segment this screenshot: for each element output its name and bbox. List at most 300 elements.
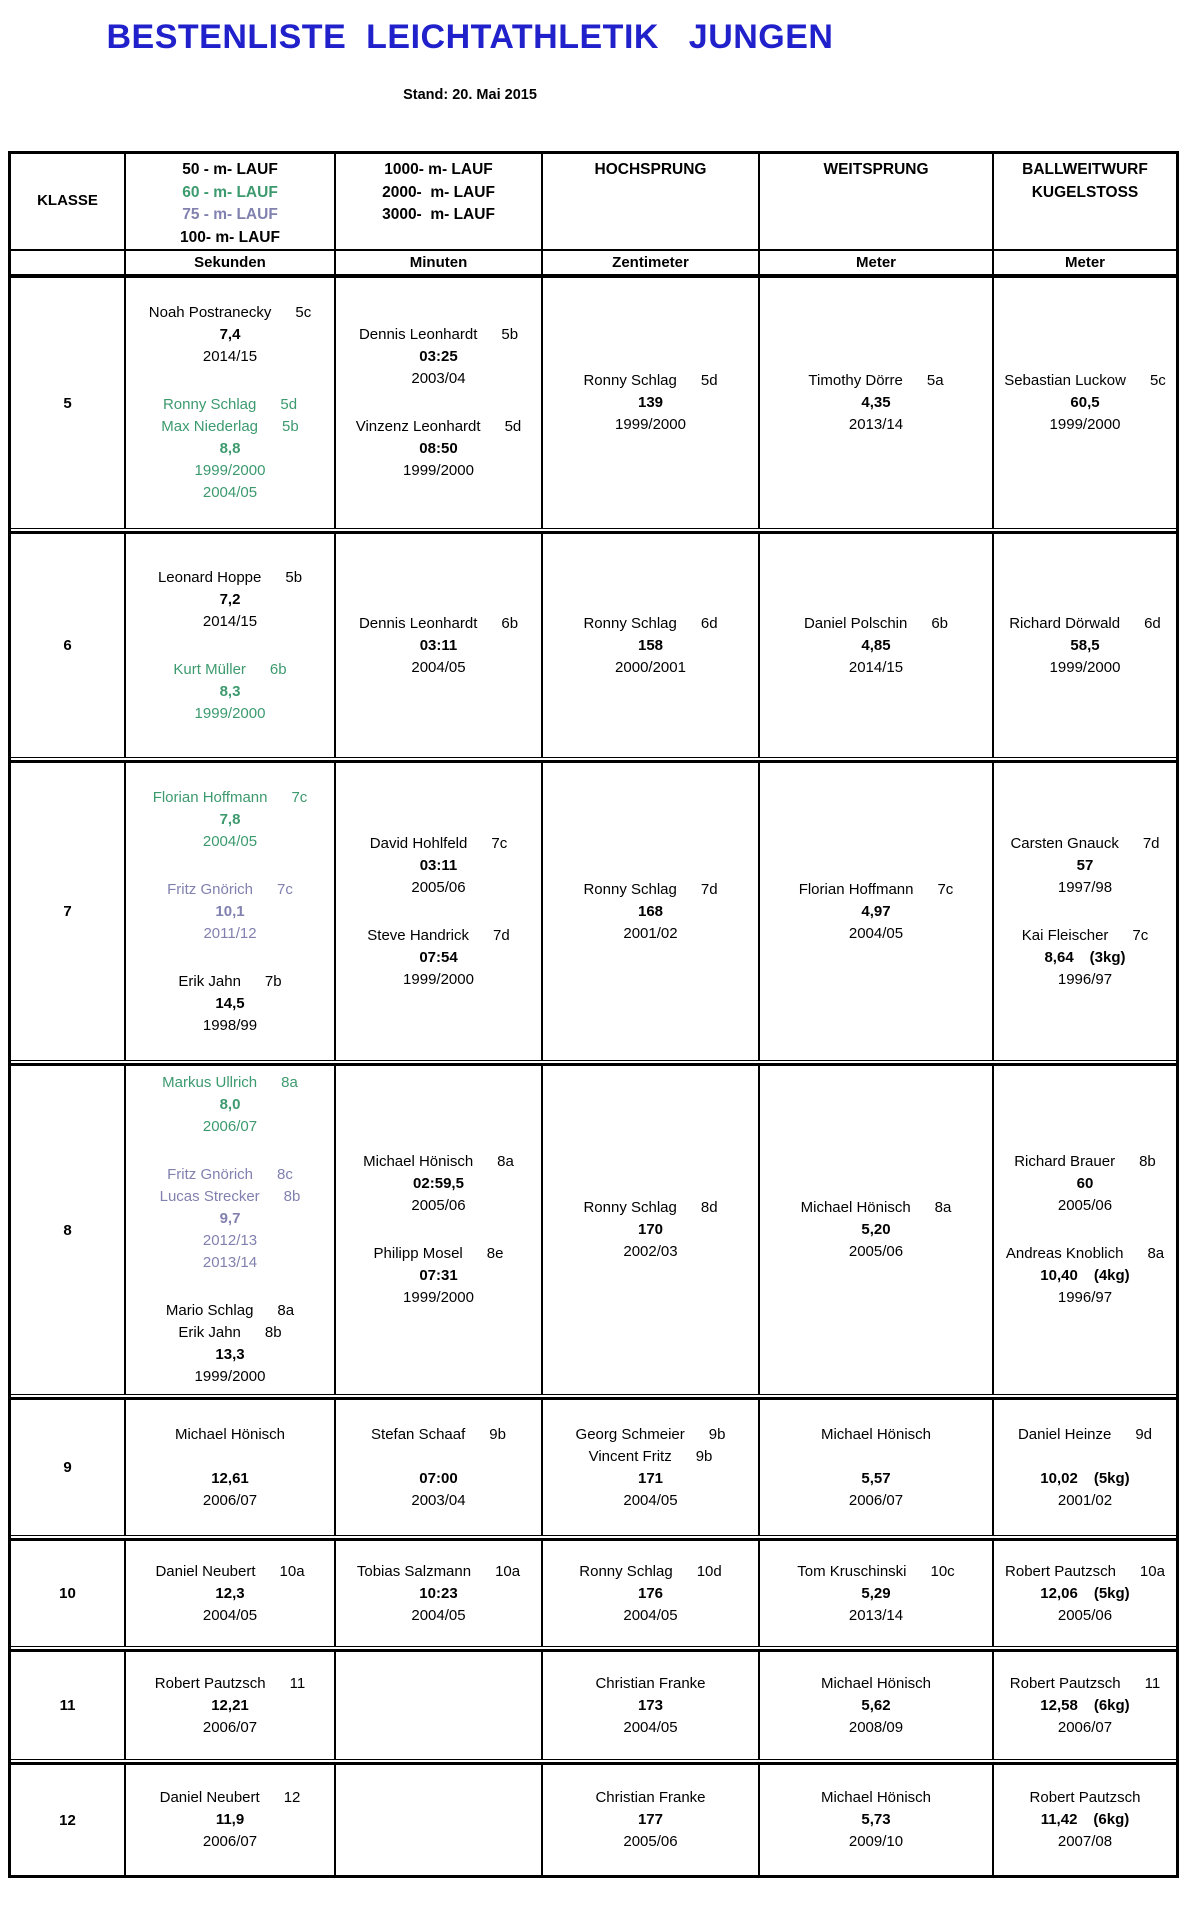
cell-lauf-lang [334,278,541,528]
athlete-line [167,879,293,901]
value-number: 170 [637,1221,664,1238]
klasse-cell: 8 [63,1221,72,1239]
athlete-name: Ronny Schlag [583,614,677,632]
season-year: 2006/07 [848,1491,904,1509]
record-value [215,1583,244,1605]
class-code: 7c [1132,926,1149,944]
record-entry [595,1787,705,1853]
value-number: 5,57 [861,1469,891,1487]
event-header-line: 60 - m- LAUF [182,183,278,201]
athlete-name: Florian Hoffmann [798,880,914,898]
record-entry [804,613,948,679]
athlete-name: Robert Pautzsch [1005,1562,1116,1580]
season-year: 2014/15 [202,612,258,630]
athlete-line [363,1151,514,1173]
athlete-name: Daniel Neubert [159,1789,260,1806]
athlete-line [178,971,281,993]
value-number: 139 [637,394,664,411]
record-entry [173,659,286,725]
season-year: 1999/2000 [1049,416,1121,433]
cell-lauf-kurz [124,534,334,757]
athlete-line [153,787,308,809]
value-number: 07:00 [419,1469,458,1487]
record-entry [821,1673,931,1739]
record-value [215,993,244,1015]
value-number: 08:50 [419,440,458,457]
athlete-line [1010,1673,1160,1695]
athlete-name: Daniel Neubert [155,1562,256,1580]
athlete-name: Michael Hönisch [820,1425,932,1443]
heading-block [0,18,940,103]
event-header-line: WEITSPRUNG [823,161,929,178]
cell-lauf-kurz [124,1652,334,1759]
athlete-line [370,833,507,855]
class-code: 7d [1142,834,1160,852]
athlete-name: Kai Fleischer [1021,926,1109,944]
record-value [861,392,890,414]
value-number: 12,21 [211,1696,249,1714]
value-number: 10,40 [1040,1267,1078,1284]
season-year: 2004/05 [623,1491,678,1509]
athlete-name: Tobias Salzmann [356,1562,472,1580]
cell-hochsprung [541,1652,758,1759]
athlete-name: Fritz Gnörich [167,880,253,898]
event-header-lauf-lang [334,154,541,249]
class-code: 5b [501,326,519,343]
weight-note: (6kg) [1093,1811,1130,1828]
season-year: 2006/07 [1057,1718,1113,1736]
record-value [861,1219,890,1241]
athlete-line [804,613,948,635]
table-row-klasse-7 [11,760,1176,1061]
record-entry [1006,1243,1164,1309]
record-entry [359,324,518,390]
klasse-cell: 7 [63,903,72,920]
value-number: 02:59,5 [413,1175,464,1192]
cell-weitsprung [758,763,992,1060]
cell-ballweitwurf-kugelstoss [992,278,1176,528]
season-year: 2005/06 [1057,1606,1113,1624]
athlete-name: Georg Schmeier [575,1425,685,1443]
cell-ballweitwurf-kugelstoss [992,763,1176,1060]
season-year: 1998/99 [202,1016,258,1034]
value-number: 8,0 [219,1096,241,1113]
class-code: 10a [279,1562,305,1580]
athlete-name: Daniel Heinze [1017,1425,1112,1443]
klasse-cell: 9 [63,1459,72,1476]
record-entry [149,302,311,368]
class-code: 7d [493,926,510,944]
record-entry [166,1300,294,1388]
value-number: 10,02 [1040,1469,1078,1487]
cell-hochsprung [541,534,758,757]
record-entry [583,1197,717,1263]
class-code: 9b [708,1425,726,1443]
event-header-lauf-kurz [124,154,334,249]
season-year: 2003/04 [411,370,466,387]
season-year: 2000/2001 [615,658,686,676]
class-code: 5b [282,418,299,435]
athlete-line [1022,925,1149,947]
athlete-line [178,1322,281,1344]
season-year: 2006/07 [202,1718,258,1736]
season-year: 1999/2000 [194,1368,266,1385]
athlete-name: Robert Pautzsch [1009,1674,1121,1692]
athlete-line [175,1424,285,1446]
record-value [215,901,244,923]
record-value [1070,392,1099,414]
class-code: 8d [700,1199,718,1216]
cell-hochsprung [541,1400,758,1535]
class-code: 8b [283,1188,301,1205]
athlete-name: Vincent Fritz [588,1447,672,1465]
value-number: 58,5 [1070,636,1100,654]
class-code: 5c [295,304,312,321]
athlete-name: Florian Hoffmann [152,788,268,806]
athlete-line [801,1197,952,1219]
athlete-line [1030,1787,1141,1809]
class-code: 9b [695,1447,713,1465]
class-code: 9d [1135,1425,1153,1443]
record-entry [160,1164,301,1274]
value-number: 176 [637,1584,664,1602]
season-year: 1999/2000 [1049,658,1121,676]
cell-lauf-lang [334,1765,541,1875]
athlete-name: Leonard Hoppe [157,568,262,586]
athlete-name: Markus Ullrich [162,1074,258,1091]
record-value [215,1344,244,1366]
season-year: 2004/05 [202,484,258,501]
value-number: 03:11 [419,636,458,654]
record-entry [363,1151,514,1217]
season-year: 2004/05 [411,658,466,676]
weight-note: (4kg) [1093,1267,1130,1284]
athlete-line [1010,833,1159,855]
season-year: 2001/02 [623,924,678,942]
value-number: 10:23 [419,1584,458,1602]
record-value [211,1468,249,1490]
value-number: 171 [637,1469,664,1487]
class-code: 8c [277,1166,293,1183]
class-code: 7c [491,834,508,852]
unit-header-row [11,249,1176,278]
class-code: 6b [269,660,287,678]
season-year: 1996/97 [1057,970,1113,988]
athlete-name: Andreas Knoblich [1005,1245,1124,1262]
unit-header-hochsprung: Zentimeter [541,251,758,274]
value-number: 177 [637,1811,663,1828]
athlete-line [166,1300,294,1322]
athlete-name: Richard Dörwald [1009,614,1121,632]
record-entry [155,1561,304,1627]
record-value [638,1219,663,1241]
table-row-klasse-12 [11,1762,1176,1875]
value-number: 5,20 [861,1221,891,1238]
athlete-name: Philipp Mosel [373,1245,463,1262]
class-code: 10a [495,1562,521,1580]
record-entry [1018,1424,1152,1512]
athlete-line [1005,1561,1165,1583]
season-year: 2011/12 [203,924,257,942]
athlete-name: Erik Jahn [178,972,241,990]
season-year: 2004/05 [848,924,904,942]
record-entry [801,1197,952,1263]
athlete-name: Christian Franke [595,1674,706,1692]
record-entry [374,1243,504,1309]
record-entry [576,1424,726,1512]
value-number: 8,64 [1044,948,1074,966]
class-code: 6d [1144,614,1161,632]
class-code: 5b [285,568,303,586]
class-code: 5d [700,372,718,389]
class-code: 8a [497,1153,514,1170]
class-code: 7c [277,880,293,898]
athlete-line [367,925,509,947]
cell-ballweitwurf-kugelstoss [992,1400,1176,1535]
klasse-cell: 11 [59,1697,76,1714]
cell-lauf-kurz [124,1400,334,1535]
season-year: 1999/2000 [194,704,266,722]
value-number: 07:31 [419,1267,458,1284]
athlete-name: Noah Postranecky [148,304,272,321]
record-value [638,1583,663,1605]
record-entry [821,1424,931,1512]
class-code: 7d [700,880,718,898]
athlete-line [161,416,298,438]
value-number: 5,62 [861,1696,891,1714]
athlete-line [160,1787,301,1809]
record-value [211,1695,249,1717]
athlete-name: Max Niederlag [161,418,259,435]
athlete-name: Sebastian Luckow [1004,372,1126,389]
season-year: 2006/07 [202,1491,258,1509]
record-value [638,1809,663,1831]
record-value [220,438,241,460]
record-entry [583,613,717,679]
table-row-klasse-10 [11,1538,1176,1647]
klasse-header: KLASSE [37,192,98,210]
cell-weitsprung [758,1400,992,1535]
athlete-line [595,1787,705,1809]
record-entry [167,879,293,945]
value-number: 8,3 [219,682,241,700]
class-code: 7b [264,972,282,990]
record-value [1070,635,1099,657]
season-year: 2004/05 [411,1606,466,1624]
athlete-name: Ronny Schlag [579,1562,673,1580]
cell-lauf-kurz [124,1765,334,1875]
record-entry [357,1561,520,1627]
athlete-name: Dennis Leonhardt [358,614,478,632]
season-year: 1999/2000 [194,462,266,479]
value-number: 7,4 [219,326,241,343]
season-year: 2002/03 [623,1243,678,1260]
cell-lauf-lang [334,763,541,1060]
value-number: 8,8 [219,440,241,457]
athlete-line [589,1446,713,1468]
unit-header-empty [11,251,124,274]
class-code: 10a [1139,1562,1165,1580]
record-value [419,1468,457,1490]
athlete-line [579,1561,721,1583]
athlete-name: Ronny Schlag [583,880,677,898]
athlete-name: David Hohlfeld [369,834,468,852]
cell-ballweitwurf-kugelstoss [992,534,1176,757]
cell-lauf-lang [334,1541,541,1646]
class-code: 8a [281,1074,298,1091]
value-number: 158 [637,636,664,654]
class-code: 8a [934,1199,952,1216]
class-code: 8a [277,1302,295,1319]
cell-weitsprung [758,1066,992,1394]
record-value [419,947,457,969]
athlete-name: Ronny Schlag [583,372,677,389]
event-header-line: 75 - m- LAUF [182,206,278,223]
athlete-name: Erik Jahn [178,1324,241,1341]
class-code: 10d [696,1562,722,1580]
season-year: 2014/15 [202,348,258,365]
athlete-name: Tom Kruschinski [797,1562,907,1580]
class-code: 11 [1144,1674,1161,1692]
class-code: 5c [1149,372,1166,389]
cell-weitsprung [758,1541,992,1646]
cell-hochsprung [541,763,758,1060]
class-code: 5d [280,396,298,413]
table-row-klasse-9 [11,1397,1176,1536]
record-entry [1014,1151,1156,1217]
event-header-ballweitwurf-kugelstoss [992,154,1176,249]
season-year: 2005/06 [1057,1197,1113,1214]
athlete-line [583,1197,717,1219]
season-year: 2013/14 [848,416,904,433]
record-value [1040,1583,1129,1605]
value-number: 03:25 [419,348,458,365]
cell-weitsprung [758,534,992,757]
record-value [420,635,458,657]
record-entry [1005,1561,1165,1627]
cell-weitsprung [758,1765,992,1875]
season-year: 1997/98 [1057,878,1113,896]
event-header-line: 100- m- LAUF [180,228,280,246]
weight-note: (6kg) [1093,1696,1130,1714]
table-header-row [11,154,1176,249]
record-entry [808,370,943,436]
cell-lauf-kurz [124,278,334,528]
record-entry [821,1787,931,1853]
value-number: 60,5 [1070,394,1100,411]
cell-ballweitwurf-kugelstoss [992,1652,1176,1759]
athlete-line [359,324,518,346]
table-row-klasse-8 [11,1063,1176,1395]
athlete-name: Ronny Schlag [162,396,257,413]
athlete-name: Carsten Gnauck [1010,834,1119,852]
record-value [419,1265,457,1287]
record-entry [1004,370,1166,436]
cell-hochsprung [541,1066,758,1394]
record-value [1041,1809,1130,1831]
record-value [1044,947,1125,969]
record-entry [153,787,308,853]
season-year: 2009/10 [848,1833,904,1850]
season-year: 2001/02 [1057,1491,1113,1509]
cell-lauf-lang [334,534,541,757]
class-code: 10c [930,1562,955,1580]
unit-header-lauf-kurz: Sekunden [124,251,334,274]
value-number: 12,06 [1040,1584,1078,1602]
athlete-line [808,370,943,392]
value-number: 11,42 [1040,1811,1078,1828]
record-value [1077,1173,1094,1195]
season-year: 1999/2000 [615,416,686,433]
season-year: 2012/13 [202,1232,258,1249]
value-number: 12,3 [215,1584,245,1602]
cell-ballweitwurf-kugelstoss [992,1541,1176,1646]
cell-lauf-kurz [124,1541,334,1646]
cell-lauf-kurz [124,763,334,1060]
record-value [419,438,457,460]
cell-weitsprung [758,278,992,528]
record-value [220,1208,241,1230]
value-number: 7,8 [219,810,241,828]
table-row-klasse-6 [11,531,1176,758]
record-entry [367,925,509,991]
date-line: Stand: 20. Mai 2015 [403,87,537,103]
record-value [419,346,457,368]
athlete-line [1009,613,1161,635]
record-value [638,1695,663,1717]
event-header-line: 50 - m- LAUF [182,161,278,178]
class-code: 8a [1147,1245,1165,1262]
cell-weitsprung [758,1652,992,1759]
athlete-name: Vinzenz Leonhardt [355,418,481,435]
athlete-line [371,1424,506,1446]
record-value [220,681,241,703]
athlete-line [576,1424,726,1446]
record-value [1077,855,1094,877]
record-value [861,1468,890,1490]
athlete-line [583,613,717,635]
value-number: 57 [1076,856,1094,874]
value-number: 4,97 [861,902,891,920]
athlete-name: Stefan Schaaf [371,1425,466,1443]
value-number: 5,73 [861,1811,891,1828]
cell-lauf-lang [334,1400,541,1535]
unit-header-lauf-lang: Minuten [334,251,541,274]
record-entry [797,1561,954,1627]
season-year: 1999/2000 [403,970,474,988]
season-year: 2005/06 [411,1197,466,1214]
record-entry [1022,925,1149,991]
season-year: 1999/2000 [403,1289,474,1306]
record-entry [583,370,717,436]
class-code: 5a [926,372,944,389]
athlete-name: Lucas Strecker [159,1188,260,1205]
value-number: 07:54 [419,948,458,966]
record-value [220,1094,241,1116]
class-code: 7c [937,880,954,898]
weight-note: (3kg) [1089,948,1126,966]
season-year: 2004/05 [202,1606,258,1624]
athlete-line [821,1424,931,1446]
record-entry [799,879,954,945]
record-value [861,1583,890,1605]
record-entry [1010,1673,1160,1739]
record-entry [158,567,302,633]
athlete-line [173,659,286,681]
value-number: 12,58 [1040,1696,1078,1714]
value-number: 4,35 [861,394,891,411]
event-header-line: KUGELSTOSS [1031,183,1139,201]
